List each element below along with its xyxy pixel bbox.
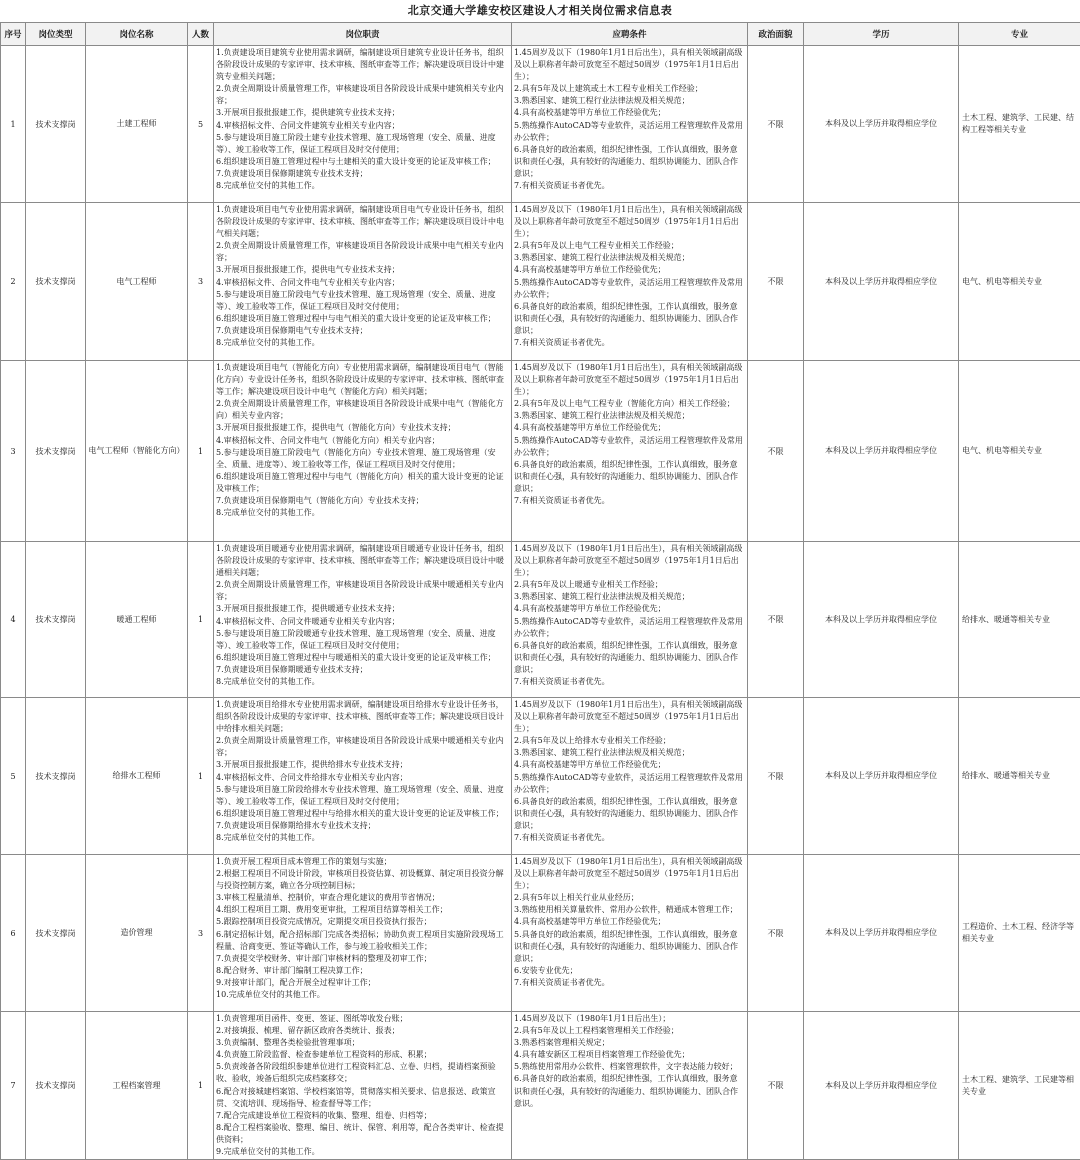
job-duties-item: 4.审核招标文件、合同文件电气（智能化方向）相关专业内容； [216,435,509,447]
headcount: 1 [188,361,214,542]
job-name: 暖通工程师 [86,542,188,698]
job-requirements-item: 6.安装专业优先； [514,965,745,977]
job-requirements-item: 4.具有雄安新区工程项目档案管理工作经验优先； [514,1049,745,1061]
job-requirements-item: 7.有相关资质证书者优先。 [514,977,745,989]
major: 给排水、暖通等相关专业 [959,542,1080,698]
education: 本科及以上学历并取得相应学位 [804,698,959,855]
job-duties-item: 1.负责建设项目建筑专业使用需求调研，编制建设项目建筑专业设计任务书，组织各阶段设计成果的专家评审、技术审核、图纸审查等工作；解决建设项目设计中建筑专业相关问题； [216,47,509,83]
job-requirements-item: 4.具有高校基建等甲方单位工作经验优先； [514,759,745,771]
job-requirements-item: 1.45周岁及以下（1980年1月1日后出生），具有相关领域副高级及以上职称者年龄可放宽至不超过50周岁（1975年1月1日后出生）； [514,856,745,892]
political-status: 不限 [748,203,804,361]
political-status: 不限 [748,542,804,698]
political-status: 不限 [748,1012,804,1160]
job-duties-item: 5.跟踪控制项目投资完成情况，定期提交项目投资执行报告； [216,916,509,928]
job-requirements-item: 5.熟练操作AutoCAD等专业软件，灵活运用工程管理软件及常用办公软件； [514,772,745,796]
job-duties-item: 3.开展项目报批报建工作，提供电气（智能化方向）专业技术支持； [216,422,509,434]
headcount: 5 [188,46,214,203]
job-requirements [512,855,748,1012]
headcount: 1 [188,1012,214,1160]
job-requirements [512,361,748,542]
header-type: 岗位类型 [26,23,86,46]
job-duties-item: 5.参与建设项目施工阶段暖通专业技术管理、施工现场管理（安全、质量、进度等）、竣工验收等工作，保证工程项目及时交付使用； [216,628,509,652]
job-requirements-item: 6.具备良好的政治素质，组织纪律性强，工作认真细致，服务意识和责任心强，具有较好的沟通能力、组织协调能力、团队合作意识； [514,640,745,676]
job-type: 技术支撑岗 [26,1012,86,1160]
job-duties-item: 8.完成单位交付的其他工作。 [216,337,509,349]
education: 本科及以上学历并取得相应学位 [804,1012,959,1160]
job-requirements-item: 7.有相关资质证书者优先。 [514,337,745,349]
job-duties-item: 1.负责建设项目暖通专业使用需求调研，编制建设项目暖通专业设计任务书，组织各阶段设计成果的专家评审、技术审核、图纸审查等工作；解决建设项目设计中暖通相关问题； [216,543,509,579]
job-requirements-item: 6.具备良好的政治素质，组织纪律性强，工作认真细致，服务意识和责任心强，具有较好的沟通能力、组织协调能力、团队合作意识； [514,459,745,495]
table-header-row [1,23,1080,46]
education: 本科及以上学历并取得相应学位 [804,361,959,542]
job-requirements-item: 6.具备良好的政治素质，组织纪律性强，工作认真细致，服务意识和责任心强，具有较好的沟通能力、组织协调能力、团队合作意识。 [514,1073,745,1109]
header-politics: 政治面貌 [748,23,804,46]
header-no: 序号 [1,23,26,46]
job-duties-item: 9.完成单位交付的其他工作。 [216,1146,509,1158]
job-requirements-item: 1.45周岁及以下（1980年1月1日后出生），具有相关领域副高级及以上职称者年龄可放宽至不超过50周岁（1975年1月1日后出生）； [514,362,745,398]
job-requirements-item: 7.有相关资质证书者优先。 [514,676,745,688]
job-requirements-table [0,22,1080,1160]
row-number: 7 [1,1012,26,1160]
table-row [1,203,1080,361]
job-requirements [512,1012,748,1160]
job-duties-item: 6.组织建设项目施工管理过程中与电气相关的重大设计变更的论证及审核工作； [216,313,509,325]
job-requirements-item: 2.具有5年及以上给排水专业相关工作经验； [514,735,745,747]
row-number: 5 [1,698,26,855]
job-duties-item: 7.负责提交学校财务、审计部门审核材料的整理及初审工作； [216,953,509,965]
job-duties [214,361,512,542]
job-duties-item: 4.负责施工阶段监督、检查参建单位工程资料的形成、积累； [216,1049,509,1061]
job-requirements-item: 5.熟练操作AutoCAD等专业软件，灵活运用工程管理软件及常用办公软件； [514,277,745,301]
political-status: 不限 [748,361,804,542]
job-duties-item: 4.审核招标文件、合同文件暖通专业相关专业内容； [216,616,509,628]
job-duties-item: 8.配合工程档案验收、整理、编目、统计、保管、利用等，配合各类审计、检查提供资料； [216,1122,509,1146]
table-body [1,46,1080,1160]
job-requirements-item: 6.具备良好的政治素质，组织纪律性强，工作认真细致，服务意识和责任心强，具有较好的沟通能力、组织协调能力、团队合作意识； [514,301,745,337]
education: 本科及以上学历并取得相应学位 [804,542,959,698]
job-duties-item: 3.开展项目报批报建工作，提供电气专业技术支持； [216,264,509,276]
job-duties [214,855,512,1012]
job-requirements-item: 7.有相关资质证书者优先。 [514,180,745,192]
job-requirements-item: 5.具备良好的政治素质，组织纪律性强，工作认真细致，服务意识和责任心强，具有较好的沟通能力、组织协调能力、团队合作意识； [514,929,745,965]
job-requirements-item: 2.具有5年及以上电气工程专业（智能化方向）相关工作经验； [514,398,745,410]
job-duties-item: 3.开展项目报批报建工作，提供给排水专业技术支持； [216,759,509,771]
job-name: 给排水工程师 [86,698,188,855]
job-duties-item: 6.组织建设项目施工管理过程中与暖通相关的重大设计变更的论证及审核工作； [216,652,509,664]
header-name: 岗位名称 [86,23,188,46]
job-type: 技术支撑岗 [26,361,86,542]
job-name: 工程档案管理 [86,1012,188,1160]
job-duties-item: 3.开展项目报批报建工作，提供暖通专业技术支持； [216,603,509,615]
job-requirements-item: 1.45周岁及以下（1980年1月1日后出生）； [514,1013,745,1025]
job-requirements-item: 2.具有5年及以上暖通专业相关工作经验； [514,579,745,591]
job-type: 技术支撑岗 [26,542,86,698]
job-duties-item: 2.对接填报、梳理、留存新区政府各类统计、报表； [216,1025,509,1037]
header-education: 学历 [804,23,959,46]
job-duties-item: 3.审核工程量清单、控制价，审查合理化建议的费用节省情况； [216,892,509,904]
row-number: 3 [1,361,26,542]
job-duties-item: 2.负责全周期设计质量管理工作，审核建设项目各阶段设计成果中建筑相关专业内容； [216,83,509,107]
job-duties-item: 7.负责建设项目保修期电气（智能化方向）专业技术支持； [216,495,509,507]
job-duties-item: 8.完成单位交付的其他工作。 [216,832,509,844]
job-duties-item: 5.参与建设项目施工阶段电气专业技术管理、施工现场管理（安全、质量、进度等）、竣工验收等工作，保证工程项目及时交付使用； [216,289,509,313]
job-duties-item: 6.组织建设项目施工管理过程中与给排水相关的重大设计变更的论证及审核工作； [216,808,509,820]
table-row [1,46,1080,203]
job-duties-item: 5.参与建设项目施工阶段土建专业技术管理、施工现场管理（安全、质量、进度等）、竣工验收等工作，保证工程项目及时交付使用； [216,132,509,156]
table-row [1,698,1080,855]
major: 土木工程、建筑学、工民建等相关专业 [959,1012,1080,1160]
job-duties-item: 1.负责开展工程项目成本管理工作的策划与实施； [216,856,509,868]
job-requirements [512,542,748,698]
job-requirements-item: 1.45周岁及以下（1980年1月1日后出生），具有相关领域副高级及以上职称者年龄可放宽至不超过50周岁（1975年1月1日后出生）； [514,699,745,735]
job-duties-item: 6.制定招标计划，配合招标部门完成各类招标；协助负责工程项目实施阶段现场工程量、洽商变更、签证等确认工作，参与竣工验收相关工作； [216,929,509,953]
job-duties-item: 2.负责全周期设计质量管理工作，审核建设项目各阶段设计成果中电气（智能化方向）相关专业内容； [216,398,509,422]
headcount: 1 [188,698,214,855]
job-requirements-item: 2.具有5年以上相关行业从业经历； [514,892,745,904]
headcount: 3 [188,203,214,361]
major: 土木工程、建筑学、工民建、结构工程等相关专业 [959,46,1080,203]
job-duties-item: 4.组织工程项目工期、费用变更审批，工程项目结算等相关工作； [216,904,509,916]
job-duties-item: 8.完成单位交付的其他工作。 [216,676,509,688]
job-type: 技术支撑岗 [26,203,86,361]
major: 电气、机电等相关专业 [959,361,1080,542]
job-requirements-item: 3.熟悉国家、建筑工程行业法律法规及相关规范； [514,95,745,107]
job-duties [214,698,512,855]
job-duties-item: 8.完成单位交付的其他工作。 [216,180,509,192]
job-requirements-item: 7.有相关资质证书者优先。 [514,495,745,507]
job-requirements [512,698,748,855]
job-duties-item: 5.负责竣备各阶段组织参建单位进行工程资料汇总、立卷、归档，提请档案预验收、验收，竣备后组织完成档案移交； [216,1061,509,1085]
job-duties-item: 7.配合完成建设单位工程资料的收集、整理、组卷、归档等； [216,1110,509,1122]
job-requirements-item: 7.有相关资质证书者优先。 [514,832,745,844]
political-status: 不限 [748,46,804,203]
job-requirements-item: 4.具有高校基建等甲方单位工作经验优先； [514,603,745,615]
job-name: 造价管理 [86,855,188,1012]
table-row [1,855,1080,1012]
job-requirements-item: 4.具有高校基建等甲方单位工作经验优先； [514,422,745,434]
job-duties-item: 1.负责建设项目给排水专业使用需求调研，编制建设项目给排水专业设计任务书，组织各阶段设计成果的专家评审、技术审核、图纸审查等工作；解决建设项目设计中给排水相关问题； [216,699,509,735]
job-requirements-item: 1.45周岁及以下（1980年1月1日后出生），具有相关领域副高级及以上职称者年龄可放宽至不超过50周岁（1975年1月1日后出生）； [514,204,745,240]
header-requirements: 应聘条件 [512,23,748,46]
job-requirements-item: 3.熟悉国家、建筑工程行业法律法规及相关规范； [514,252,745,264]
job-duties [214,203,512,361]
job-duties-item: 2.负责全周期设计质量管理工作，审核建设项目各阶段设计成果中暖通相关专业内容； [216,579,509,603]
document-title: 北京交通大学雄安校区建设人才相关岗位需求信息表 [0,0,1080,22]
job-duties-item: 1.负责建设项目电气专业使用需求调研，编制建设项目电气专业设计任务书，组织各阶段设计成果的专家评审、技术审核、图纸审查等工作；解决建设项目设计中电气相关问题； [216,204,509,240]
row-number: 2 [1,203,26,361]
major: 给排水、暖通等相关专业 [959,698,1080,855]
job-duties-item: 2.负责全周期设计质量管理工作，审核建设项目各阶段设计成果中电气相关专业内容； [216,240,509,264]
job-duties-item: 2.根据工程项目不同设计阶段，审核项目投资估算、初设概算、制定项目投资分解与投资控制方案，确立各分项控制目标； [216,868,509,892]
job-name: 土建工程师 [86,46,188,203]
job-duties-item: 7.负责建设项目保修期暖通专业技术支持； [216,664,509,676]
education: 本科及以上学历并取得相应学位 [804,46,959,203]
job-name: 电气工程师（智能化方向） [86,361,188,542]
job-requirements-item: 6.具备良好的政治素质，组织纪律性强，工作认真细致，服务意识和责任心强，具有较好的沟通能力、组织协调能力、团队合作意识； [514,144,745,180]
major: 电气、机电等相关专业 [959,203,1080,361]
job-duties-item: 4.审核招标文件、合同文件电气专业相关专业内容； [216,277,509,289]
job-requirements-item: 3.熟悉档案管理相关规定； [514,1037,745,1049]
job-requirements-item: 1.45周岁及以下（1980年1月1日后出生），具有相关领域副高级及以上职称者年龄可放宽至不超过50周岁（1975年1月1日后出生）； [514,543,745,579]
job-requirements [512,203,748,361]
education: 本科及以上学历并取得相应学位 [804,203,959,361]
job-duties-item: 4.审核招标文件、合同文件给排水专业相关专业内容； [216,772,509,784]
job-requirements-item: 2.具有5年及以上工程档案管理相关工作经验； [514,1025,745,1037]
row-number: 1 [1,46,26,203]
political-status: 不限 [748,698,804,855]
job-requirements [512,46,748,203]
table-row [1,361,1080,542]
job-type: 技术支撑岗 [26,855,86,1012]
headcount: 3 [188,855,214,1012]
job-requirements-item: 5.熟练操作AutoCAD等专业软件，灵活运用工程管理软件及常用办公软件； [514,435,745,459]
job-duties [214,542,512,698]
job-duties-item: 5.参与建设项目施工阶段电气（智能化方向）专业技术管理、施工现场管理（安全、质量、进度等）、竣工验收等工作，保证工程项目及时交付使用； [216,447,509,471]
table-row [1,1012,1080,1160]
job-duties-item: 6.配合对接城建档案馆、学校档案馆等，贯彻落实相关要求、信息报送、政策宣贯、交流培训、现场指导、检查督导等工作； [216,1086,509,1110]
job-duties-item: 2.负责全周期设计质量管理工作，审核建设项目各阶段设计成果中暖通相关专业内容； [216,735,509,759]
major: 工程造价、土木工程、经济学等相关专业 [959,855,1080,1012]
job-duties-item: 6.组织建设项目施工管理过程中与土建相关的重大设计变更的论证及审核工作； [216,156,509,168]
job-requirements-item: 5.熟练使用常用办公软件、档案管理软件，文字表达能力较好； [514,1061,745,1073]
job-duties-item: 7.负责建设项目保修期给排水专业技术支持； [216,820,509,832]
job-requirements-item: 3.熟悉国家、建筑工程行业法律法规及相关规范； [514,747,745,759]
job-duties-item: 5.参与建设项目施工阶段给排水专业技术管理、施工现场管理（安全、质量、进度等）、竣工验收等工作，保证工程项目及时交付使用； [216,784,509,808]
job-requirements-item: 4.具有高校基建等甲方单位工作经验优先； [514,264,745,276]
header-duties: 岗位职责 [214,23,512,46]
job-duties-item: 10.完成单位交付的其他工作。 [216,989,509,1001]
job-requirements-item: 1.45周岁及以下（1980年1月1日后出生），具有相关领域副高级及以上职称者年龄可放宽至不超过50周岁（1975年1月1日后出生）； [514,47,745,83]
job-duties-item: 6.组织建设项目施工管理过程中与电气（智能化方向）相关的重大设计变更的论证及审核工作； [216,471,509,495]
job-duties-item: 3.开展项目报批报建工作，提供建筑专业技术支持； [216,107,509,119]
job-type: 技术支撑岗 [26,698,86,855]
job-duties-item: 1.负责建设项目电气（智能化方向）专业使用需求调研，编制建设项目电气（智能化方向）专业设计任务书，组织各阶段设计成果的专家评审、技术审核、图纸审查等工作；解决建设项目设计中电气（智能化方向）相关问题； [216,362,509,398]
job-duties-item: 9.对接审计部门，配合开展全过程审计工作； [216,977,509,989]
job-requirements-item: 5.熟练操作AutoCAD等专业软件，灵活运用工程管理软件及常用办公软件； [514,616,745,640]
job-requirements-item: 2.具有5年及以上电气工程专业相关工作经验； [514,240,745,252]
job-name: 电气工程师 [86,203,188,361]
row-number: 6 [1,855,26,1012]
education: 本科及以上学历并取得相应学位 [804,855,959,1012]
job-duties-item: 7.负责建设项目保修期建筑专业技术支持； [216,168,509,180]
job-duties-item: 3.负责编制、整理各类检验批管理事项； [216,1037,509,1049]
job-duties-item: 8.配合财务、审计部门编制工程决算工作； [216,965,509,977]
job-duties-item: 7.负责建设项目保修期电气专业技术支持； [216,325,509,337]
job-requirements-item: 4.具有高校基建等甲方单位工作经验优先； [514,916,745,928]
job-requirements-item: 3.熟练使用相关算量软件、常用办公软件，精通成本管理工作； [514,904,745,916]
job-type: 技术支撑岗 [26,46,86,203]
headcount: 1 [188,542,214,698]
political-status: 不限 [748,855,804,1012]
table-row [1,542,1080,698]
job-requirements-item: 6.具备良好的政治素质，组织纪律性强，工作认真细致，服务意识和责任心强，具有较好的沟通能力、组织协调能力、团队合作意识； [514,796,745,832]
job-requirements-item: 4.具有高校基建等甲方单位工作经验优先； [514,107,745,119]
job-requirements-item: 3.熟悉国家、建筑工程行业法律法规及相关规范； [514,410,745,422]
job-requirements-item: 3.熟悉国家、建筑工程行业法律法规及相关规范； [514,591,745,603]
row-number: 4 [1,542,26,698]
header-count: 人数 [188,23,214,46]
job-duties-item: 1.负责管理项目函件、变更、签证、图纸等收发台账； [216,1013,509,1025]
job-duties-item: 8.完成单位交付的其他工作。 [216,507,509,519]
header-major: 专业 [959,23,1080,46]
job-duties-item: 4.审核招标文件、合同文件建筑专业相关专业内容； [216,120,509,132]
job-duties [214,46,512,203]
job-requirements-item: 5.熟练操作AutoCAD等专业软件，灵活运用工程管理软件及常用办公软件； [514,120,745,144]
job-duties [214,1012,512,1160]
job-requirements-item: 2.具有5年及以上建筑或土木工程专业相关工作经验； [514,83,745,95]
